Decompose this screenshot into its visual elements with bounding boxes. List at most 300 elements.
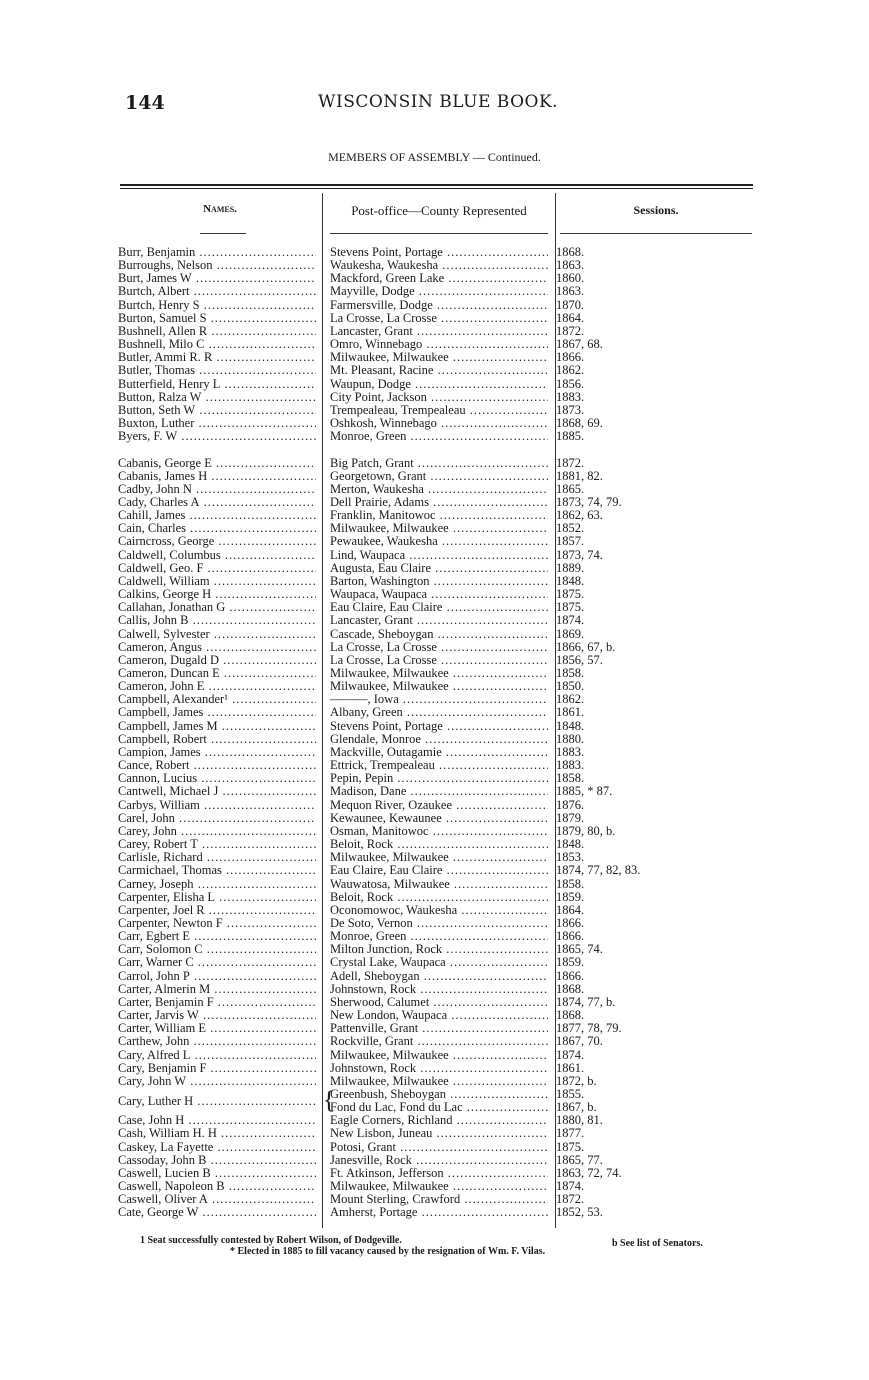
post-office-county: Mayville, Dodge ..... [330,285,548,298]
table-row [118,549,758,562]
post-office-county: ———, Iowa ..... [330,693,548,706]
sessions: 1868. [556,245,585,259]
sessions: 1867, 68. [556,337,603,352]
table-row [118,1049,758,1062]
sessions-line-1: 1855. [556,1087,585,1101]
table-row [118,1022,758,1035]
sessions: 1873, 74. [556,547,603,562]
member-name: Carey, John ..... [118,825,316,838]
post-office-county: Milwaukee, Milwaukee ..... [330,1180,548,1193]
member-name: Burr, Benjamin ..... [118,246,316,259]
post-office-county: Rockville, Grant ..... [330,1035,548,1048]
sessions: 1862. [556,692,585,707]
member-name: Cantwell, Michael J ..... [118,785,316,798]
member-name: Carel, John ..... [118,812,316,825]
post-office-county: City Point, Jackson ..... [330,391,548,404]
table-row [118,864,758,877]
running-head: WISCONSIN BLUE BOOK. [318,92,559,112]
post-office-county: Pattenville, Grant ..... [330,1022,548,1035]
member-name: Carney, Joseph ..... [118,878,316,891]
sessions: 1874. [556,1179,585,1194]
post-office-county: Lind, Waupaca ..... [330,549,548,562]
post-office-county: Beloit, Rock ..... [330,891,548,904]
sessions: 1866, 67, b. [556,639,616,654]
sessions: 1848. [556,573,585,588]
post-office-county [330,1088,548,1114]
sessions: 1872. [556,455,585,470]
sessions: 1861. [556,705,585,720]
post-office-county: Beloit, Rock ..... [330,838,548,851]
table-row [118,351,758,364]
member-name: Cameron, Duncan E ..... [118,667,316,680]
member-name: Callahan, Jonathan G ..... [118,601,316,614]
post-office-county: Stevens Point, Portage ..... [330,246,548,259]
post-office-county: Milwaukee, Milwaukee ..... [330,351,548,364]
member-name: Button, Seth W ..... [118,404,316,417]
sessions: 1866. [556,350,585,365]
post-office-county: Pewaukee, Waukesha ..... [330,535,548,548]
sessions: 1858. [556,666,585,680]
sessions: 1883. [556,758,585,773]
member-name: Caldwell, William ..... [118,575,316,588]
sessions: 1858. [556,876,585,891]
post-office-county: La Crosse, La Crosse ..... [330,641,548,654]
member-name: Callis, John B ..... [118,614,316,627]
post-office-county: Amherst, Portage ..... [330,1206,548,1219]
table-row [118,956,758,969]
table-row [118,562,758,575]
post-office-county: Monroe, Green ..... [330,430,548,443]
post-office-county: Augusta, Eau Claire ..... [330,562,548,575]
table-row [118,404,758,417]
table-row [118,299,758,312]
member-name: Carbys, William ..... [118,799,316,812]
member-name: Campbell, Robert ..... [118,733,316,746]
table-row [118,733,758,746]
member-name: Burroughs, Nelson ..... [118,259,316,272]
table-row [118,417,758,430]
sessions: 1865. [556,481,585,496]
post-office-county: La Crosse, La Crosse ..... [330,312,548,325]
sessions: 1865, 74. [556,942,603,957]
post-office-county-line-2: Fond du Lac, Fond du Lac ..... [330,1101,548,1114]
sessions: 1864. [556,902,585,917]
member-name: Buxton, Luther ..... [118,417,316,430]
footnote-1: 1 Seat successfully contested by Robert Wilson, of Dodgeville. [140,1235,402,1246]
table-row [118,825,758,838]
sessions: 1867, 70. [556,1034,603,1049]
member-name: Cain, Charles ..... [118,522,316,535]
member-name: Caldwell, Columbus ..... [118,549,316,562]
post-office-county: Mount Sterling, Crawford ..... [330,1193,548,1206]
sessions: 1889. [556,560,585,575]
post-office-county: Janesville, Rock ..... [330,1154,548,1167]
member-name: Cameron, Angus ..... [118,641,316,654]
table-row [118,509,758,522]
table-row [118,706,758,719]
sessions: 1873, 74, 79. [556,494,622,509]
sessions: 1875. [556,1139,585,1154]
table-row [118,391,758,404]
table-row [118,693,758,706]
member-name: Cabanis, George E ..... [118,457,316,470]
post-office-county: Waupun, Dodge ..... [330,378,548,391]
member-name: Cady, Charles A ..... [118,496,316,509]
post-office-county: La Crosse, La Crosse ..... [330,654,548,667]
member-name: Cate, George W ..... [118,1206,316,1219]
table-row [118,1141,758,1154]
column-header-post-office: Post-office—County Represented [351,203,527,218]
sessions: 1874, 77, 82, 83. [556,863,641,878]
brace-icon: { [323,1087,335,1114]
post-office-county: Glendale, Monroe ..... [330,733,548,746]
member-name: Case, John H ..... [118,1114,316,1127]
post-office-county: Merton, Waukesha ..... [330,483,548,496]
sessions: 1879. [556,810,585,825]
table-row [118,483,758,496]
member-name: Carter, Jarvis W ..... [118,1009,316,1022]
table-row [118,1035,758,1048]
post-office-county: Eau Claire, Eau Claire ..... [330,864,548,877]
sessions: 1859. [556,889,585,904]
table-row [118,522,758,535]
member-name: Cash, William H. H ..... [118,1127,316,1140]
table-row [118,812,758,825]
member-name: Cameron, Dugald D ..... [118,654,316,667]
table-top-rule [120,184,753,186]
table-row [118,654,758,667]
sessions: 1866. [556,915,585,930]
post-office-county: Milwaukee, Milwaukee ..... [330,667,548,680]
sessions: 1862, 63. [556,508,603,523]
member-name: Carey, Robert T ..... [118,838,316,851]
member-name: Cahill, James ..... [118,509,316,522]
sessions: 1874. [556,613,585,628]
post-office-county: Ettrick, Trempealeau ..... [330,759,548,772]
table-row [118,1167,758,1180]
table-row [118,720,758,733]
sessions: 1861. [556,1060,585,1075]
sessions: 1853. [556,850,585,865]
table-row [118,970,758,983]
table-row [118,785,758,798]
table-row [118,891,758,904]
column-header-names: Names. [203,203,237,215]
sessions: 1885, * 87. [556,784,613,799]
member-name: Cameron, John E ..... [118,680,316,693]
sessions: 1885. [556,429,585,444]
table-row [118,930,758,943]
post-office-county: Barton, Washington ..... [330,575,548,588]
sessions: 1874. [556,1047,585,1062]
member-name: Carr, Warner C ..... [118,956,316,969]
table-row [118,1193,758,1206]
sessions: 1863. [556,258,585,273]
member-name: Carmichael, Thomas ..... [118,864,316,877]
sessions: 1865, 77. [556,1152,603,1167]
member-name: Carter, William E ..... [118,1022,316,1035]
sessions: 1873. [556,402,585,417]
member-name: Carpenter, Newton F ..... [118,917,316,930]
table-row [118,1154,758,1167]
sessions: 1859. [556,955,585,970]
post-office-county: Trempealeau, Trempealeau ..... [330,404,548,417]
member-name: Carr, Solomon C ..... [118,943,316,956]
member-name: Butler, Thomas ..... [118,364,316,377]
sessions: 1864. [556,310,585,325]
member-name: Carr, Egbert E ..... [118,930,316,943]
sessions: 1875. [556,600,585,615]
sessions: 1852, 53. [556,1205,603,1220]
sessions [556,1088,756,1114]
member-name: Carpenter, Joel R ..... [118,904,316,917]
post-office-county: Milton Junction, Rock ..... [330,943,548,956]
member-name: Campbell, Alexander¹ ..... [118,693,316,706]
table-row [118,470,758,483]
post-office-county: Oshkosh, Winnebago ..... [330,417,548,430]
member-name: Carlisle, Richard ..... [118,851,316,864]
sessions: 1850. [556,679,585,694]
post-office-county: Milwaukee, Milwaukee ..... [330,680,548,693]
header-rule-post [330,233,548,234]
sessions: 1868. [556,981,585,996]
member-name: Byers, F. W ..... [118,430,316,443]
post-office-county: Cascade, Sheboygan ..... [330,628,548,641]
post-office-county: Milwaukee, Milwaukee ..... [330,522,548,535]
member-name: Cairncross, George ..... [118,535,316,548]
table-row [118,614,758,627]
post-office-county: Georgetown, Grant ..... [330,470,548,483]
post-office-county: Crystal Lake, Waupaca ..... [330,956,548,969]
member-name: Cabanis, James H ..... [118,470,316,483]
post-office-county-line-1: Greenbush, Sheboygan ..... [330,1088,548,1101]
post-office-county: New Lisbon, Juneau ..... [330,1127,548,1140]
post-office-county: Wauwatosa, Milwaukee ..... [330,878,548,891]
sessions: 1863. [556,284,585,299]
member-name: Bushnell, Allen R ..... [118,325,316,338]
table-row [118,904,758,917]
post-office-county: New London, Waupaca ..... [330,1009,548,1022]
member-name: Cassoday, John B ..... [118,1154,316,1167]
post-office-county: Johnstown, Rock ..... [330,1062,548,1075]
sessions: 1876. [556,797,585,812]
post-office-county: Kewaunee, Kewaunee ..... [330,812,548,825]
table-row [118,667,758,680]
sessions: 1875. [556,587,585,602]
header-rule-sessions [560,233,752,234]
table-row [118,917,758,930]
table-row [118,378,758,391]
sessions: 1857. [556,534,585,549]
table-row [118,680,758,693]
member-name: Caldwell, Geo. F ..... [118,562,316,575]
table-row [118,943,758,956]
sessions: 1883. [556,389,585,404]
members-table [118,246,758,1220]
table-top-rule-thin [120,188,753,189]
sessions: 1877. [556,1126,585,1141]
post-office-county: Farmersville, Dodge ..... [330,299,548,312]
member-name: Butler, Ammi R. R ..... [118,351,316,364]
table-row [118,1206,758,1219]
post-office-county: Sherwood, Calumet ..... [330,996,548,1009]
post-office-county: Mequon River, Ozaukee ..... [330,799,548,812]
member-name: Cary, John W ..... [118,1075,316,1088]
sessions: 1856, 57. [556,652,603,667]
table-row [118,325,758,338]
table-row [118,799,758,812]
member-name: Carthew, John ..... [118,1035,316,1048]
sessions: 1866. [556,929,585,944]
table-row [118,364,758,377]
post-office-county: Mackville, Outagamie ..... [330,746,548,759]
post-office-county: Adell, Sheboygan ..... [330,970,548,983]
post-office-county: Milwaukee, Milwaukee ..... [330,1075,548,1088]
member-name: Cance, Robert ..... [118,759,316,772]
table-row [118,430,758,443]
table-row [118,259,758,272]
member-name: Caswell, Napoleon B ..... [118,1180,316,1193]
table-row [118,575,758,588]
member-name: Button, Ralza W ..... [118,391,316,404]
table-row [118,983,758,996]
sessions: 1883. [556,744,585,759]
table-row [118,246,758,259]
table-row [118,496,758,509]
post-office-county: Monroe, Green ..... [330,930,548,943]
member-name: Caswell, Lucien B ..... [118,1167,316,1180]
header-rule-names [200,233,246,234]
member-name: Campbell, James M ..... [118,720,316,733]
post-office-county: Potosi, Grant ..... [330,1141,548,1154]
table-row [118,628,758,641]
table-row [118,1009,758,1022]
sessions: 1858. [556,771,585,786]
member-name: Cannon, Lucius ..... [118,772,316,785]
table-row [118,878,758,891]
sessions: 1880. [556,731,585,746]
post-office-county: Milwaukee, Milwaukee ..... [330,1049,548,1062]
sessions: 1872, b. [556,1073,597,1088]
table-row [118,1075,758,1088]
member-name: Calwell, Sylvester ..... [118,628,316,641]
member-name: Campbell, James ..... [118,706,316,719]
post-office-county: Johnstown, Rock ..... [330,983,548,996]
post-office-county: Stevens Point, Portage ..... [330,720,548,733]
table-row [118,746,758,759]
table-row [118,772,758,785]
member-name: Carter, Benjamin F ..... [118,996,316,1009]
table-row [118,759,758,772]
table-row [118,838,758,851]
page-number: 144 [125,92,165,114]
sessions-line-2: 1867, b. [556,1100,597,1115]
sessions: 1862. [556,363,585,378]
post-office-county: Oconomowoc, Waukesha ..... [330,904,548,917]
post-office-county: Waupaca, Waupaca ..... [330,588,548,601]
post-office-county: Mt. Pleasant, Racine ..... [330,364,548,377]
member-name: Bushnell, Milo C ..... [118,338,316,351]
sessions: 1870. [556,297,585,312]
member-name: Carpenter, Elisha L ..... [118,891,316,904]
sessions: 1872. [556,323,585,338]
table-row [118,312,758,325]
post-office-county: Eagle Corners, Richland ..... [330,1114,548,1127]
post-office-county: Albany, Green ..... [330,706,548,719]
member-name: Burtch, Henry S ..... [118,299,316,312]
table-row [118,601,758,614]
sessions: 1881, 82. [556,468,603,483]
table-row [118,1088,758,1114]
member-name: Burtch, Albert ..... [118,285,316,298]
table-row [118,1180,758,1193]
sessions: 1860. [556,271,585,286]
sessions: 1863, 72, 74. [556,1165,622,1180]
member-name: Campion, James ..... [118,746,316,759]
sessions: 1872. [556,1192,585,1207]
table-row [118,1114,758,1127]
post-office-county: Pepin, Pepin ..... [330,772,548,785]
sessions: 1848. [556,837,585,852]
post-office-county: Dell Prairie, Adams ..... [330,496,548,509]
table-row [118,338,758,351]
table-row [118,1127,758,1140]
post-office-county: Osman, Manitowoc ..... [330,825,548,838]
table-row [118,588,758,601]
sessions: 1848. [556,718,585,733]
footnote-star: * Elected in 1885 to fill vacancy caused by the resignation of Wm. F. Vilas. [230,1246,546,1257]
member-name: Carrol, John P ..... [118,970,316,983]
member-name: Cary, Alfred L ..... [118,1049,316,1062]
table-row [118,535,758,548]
member-name: Calkins, George H ..... [118,588,316,601]
post-office-county: Milwaukee, Milwaukee ..... [330,851,548,864]
member-name: Caskey, La Fayette ..... [118,1141,316,1154]
member-name: Burt, James W ..... [118,272,316,285]
post-office-county: Big Patch, Grant ..... [330,457,548,470]
member-name: Caswell, Oliver A ..... [118,1193,316,1206]
sessions: 1877, 78, 79. [556,1021,622,1036]
sessions: 1866. [556,968,585,983]
sessions: 1869. [556,626,585,641]
sessions: 1856. [556,376,585,391]
table-row [118,996,758,1009]
sessions: 1874, 77, b. [556,994,616,1009]
sessions: 1852. [556,521,585,536]
post-office-county: Eau Claire, Eau Claire ..... [330,601,548,614]
post-office-county: Ft. Atkinson, Jefferson ..... [330,1167,548,1180]
column-header-sessions: Sessions. [633,203,679,217]
member-name: Burton, Samuel S ..... [118,312,316,325]
post-office-county: De Soto, Vernon ..... [330,917,548,930]
table-row [118,272,758,285]
post-office-county: Lancaster, Grant ..... [330,614,548,627]
table-spacer [118,443,758,456]
table-row [118,1062,758,1075]
sessions: 1868. [556,1008,585,1023]
footnote-b: b See list of Senators. [612,1238,703,1249]
table-row [118,457,758,470]
member-name: Cadby, John N ..... [118,483,316,496]
post-office-county: Omro, Winnebago ..... [330,338,548,351]
member-name: Cary, Benjamin F ..... [118,1062,316,1075]
table-row [118,641,758,654]
post-office-county: Franklin, Manitowoc ..... [330,509,548,522]
post-office-county: Mackford, Green Lake ..... [330,272,548,285]
sessions: 1868, 69. [556,416,603,431]
section-title: MEMBERS OF ASSEMBLY — Continued. [328,150,541,164]
table-row [118,851,758,864]
